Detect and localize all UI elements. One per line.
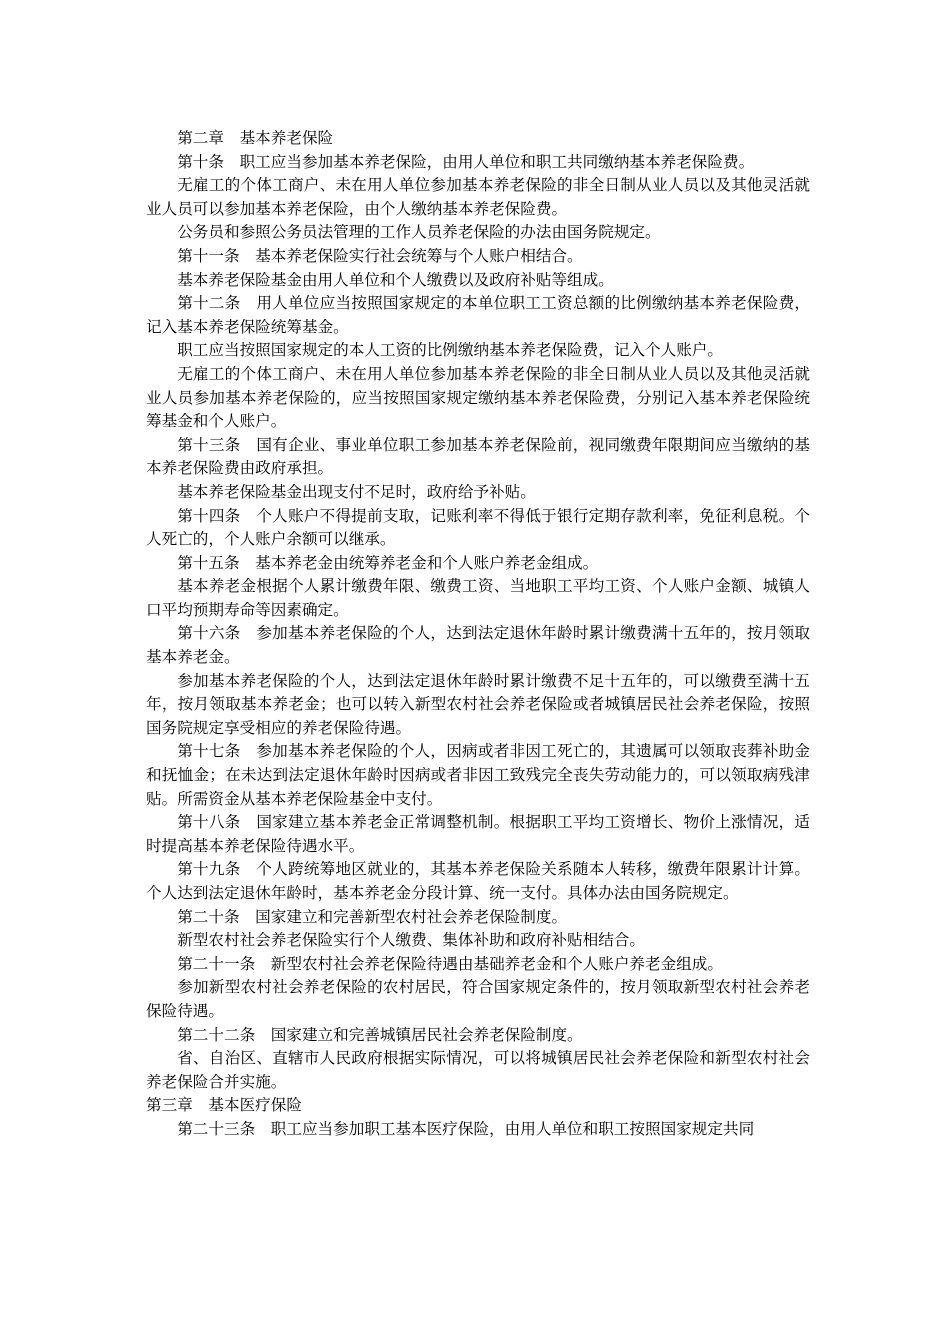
article-paragraph: 第十一条 基本养老保险实行社会统筹与个人账户相结合。 (177, 246, 583, 265)
article-paragraph: 第十五条 基本养老金由统筹养老金和个人账户养老金组成。 (177, 553, 599, 572)
article-paragraph: 第二十条 国家建立和完善新型农村社会养老保险制度。 (177, 907, 568, 926)
article-paragraph: 第十八条 国家建立基本养老金正常调整机制。根据职工平均工资增长、物价上涨情况，适时提高基本养老保险待遇水平。 (146, 813, 810, 855)
chapter-heading: 第三章 基本医疗保险 (146, 1096, 302, 1115)
article-paragraph: 第十七条 参加基本养老保险的个人，因病或者非因工死亡的，其遗属可以领取丧葬补助金和抚恤金；在未达到法定退休年龄时因病或者非因工致残完全丧失劳动能力的，可以领取病残津贴。所需资金从基本养老保险基金中支付。 (146, 742, 810, 808)
body-paragraph: 无雇工的个体工商户、未在用人单位参加基本养老保险的非全日制从业人员以及其他灵活就业人员参加基本养老保险的，应当按照国家规定缴纳基本养老保险费，分别记入基本养老保险统筹基金和个人账户。 (146, 364, 810, 431)
body-paragraph: 基本养老保险基金出现支付不足时，政府给予补贴。 (177, 482, 536, 501)
document-page (146, 127, 810, 1142)
body-paragraph: 基本养老金根据个人累计缴费年限、缴费工资、当地职工平均工资、个人账户金额、城镇人口平均预期寿命等因素确定。 (146, 577, 810, 619)
body-paragraph: 省、自治区、直辖市人民政府根据实际情况，可以将城镇居民社会养老保险和新型农村社会养老保险合并实施。 (146, 1049, 810, 1091)
body-paragraph: 基本养老保险基金由用人单位和个人缴费以及政府补贴等组成。 (177, 270, 614, 289)
article-paragraph: 第十三条 国有企业、事业单位职工参加基本养老保险前，视同缴费年限期间应当缴纳的基本养老保险费由政府承担。 (146, 435, 810, 478)
chapter-heading: 第二章 基本养老保险 (177, 129, 334, 147)
body-paragraph: 无雇工的个体工商户、未在用人单位参加基本养老保险的非全日制从业人员以及其他灵活就业人员可以参加基本养老保险，由个人缴纳基本养老保险费。 (146, 176, 810, 218)
body-paragraph: 职工应当按照国家规定的本人工资的比例缴纳基本养老保险费，记入个人账户。 (177, 341, 723, 360)
body-paragraph: 新型农村社会养老保险实行个人缴费、集体补助和政府补贴相结合。 (177, 931, 646, 950)
article-paragraph: 第二十一条 新型农村社会养老保险待遇由基础养老金和个人账户养老金组成。 (177, 954, 723, 973)
article-paragraph: 第二十二条 国家建立和完善城镇居民社会养老保险制度。 (177, 1025, 583, 1044)
article-paragraph: 第二十三条 职工应当参加职工基本医疗保险，由用人单位和职工按照国家规定共同 (177, 1119, 755, 1138)
body-paragraph: 参加新型农村社会养老保险的农村居民，符合国家规定条件的，按月领取新型农村社会养老保险待遇。 (146, 978, 810, 1020)
article-paragraph: 第十二条 用人单位应当按照国家规定的本单位职工工资总额的比例缴纳基本养老保险费，记入基本养老保险统筹基金。 (146, 294, 810, 336)
article-paragraph: 第十九条 个人跨统筹地区就业的，其基本养老保险关系随本人转移，缴费年限累计计算。个人达到法定退休年龄时，基本养老金分段计算、统一支付。具体办法由国务院规定。 (146, 860, 810, 902)
article-paragraph: 第十四条 个人账户不得提前支取，记账利率不得低于银行定期存款利率，免征利息税。个人死亡的，个人账户余额可以继承。 (146, 506, 810, 549)
body-paragraph: 参加基本养老保险的个人，达到法定退休年龄时累计缴费不足十五年的，可以缴费至满十五年，按月领取基本养老金；也可以转入新型农村社会养老保险或者城镇居民社会养老保险，按照国务院规定享受相应的养老保险待遇。 (146, 671, 810, 737)
article-paragraph: 第十条 职工应当参加基本养老保险，由用人单位和职工共同缴纳基本养老保险费。 (177, 152, 755, 171)
body-paragraph: 公务员和参照公务员法管理的工作人员养老保险的办法由国务院规定。 (177, 223, 661, 242)
article-paragraph: 第十六条 参加基本养老保险的个人，达到法定退休年龄时累计缴费满十五年的，按月领取基本养老金。 (146, 624, 810, 667)
